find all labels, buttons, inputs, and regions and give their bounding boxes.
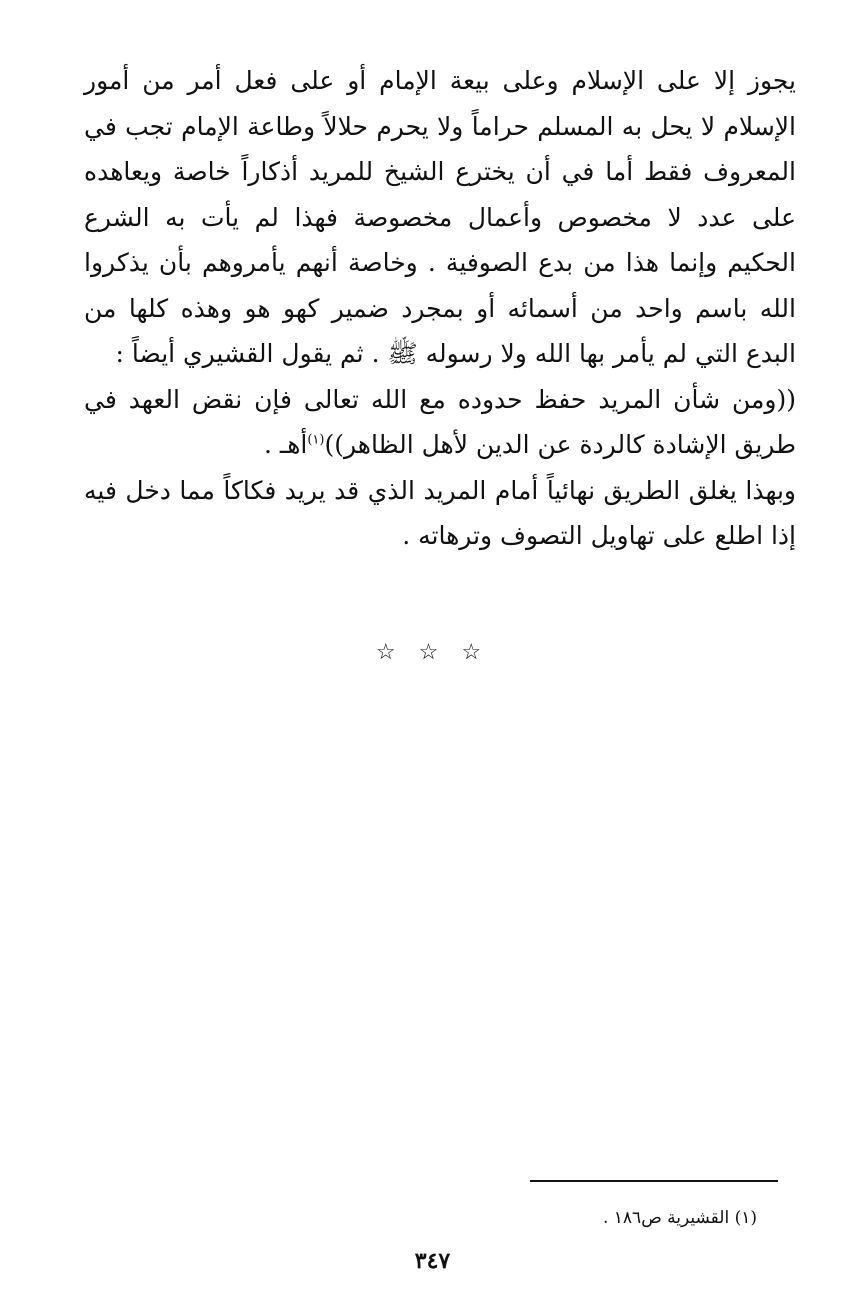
paragraph-1: يجوز إلا على الإسلام وعلى بيعة الإمام أو على فعل أمر من أمور الإسلام لا يحل به المسلم حراماً ولا يحرم حلالاً وطاعة الإمام تجب في المعروف فقط أما في أن يخترع الشيخ للمريد أذكاراً خاصة ويعاهده على عدد لا مخصوص وأعمال مخصوصة فهذا لم يأت به الشرع الحكيم وإنما هذا من بدع الصوفية . وخاصة أنهم يأمروهم بأن يذكروا الله باسم واحد من أسمائه أو بمجرد ضمير كهو هو وهذه كلها من البدع التي لم يأمر بها الله ولا رسوله ﷺ . ثم يقول القشيري أيضاً : bbox=[84, 66, 796, 368]
quote-text: ((ومن شأن المريد حفظ حدوده مع الله تعالى فإن نقض العهد في طريق الإشادة كالردة عن الدين لأهل الظاهر)) bbox=[84, 384, 796, 459]
closing-paragraph: وبهذا يغلق الطريق نهائياً أمام المريد الذي قد يريد فكاكاً مما دخل فيه إذا اطلع على تهاويل التصوف وترهاته . bbox=[84, 475, 796, 550]
quote-paragraph bbox=[84, 377, 796, 468]
footnote-divider bbox=[530, 1180, 778, 1182]
section-separator-stars: ☆ ☆ ☆ bbox=[375, 640, 490, 665]
footnote: (١) القشيرية ص١٨٦ . bbox=[602, 1208, 757, 1228]
quote-ending: أهـ . bbox=[263, 430, 308, 459]
footnote-marker: (١) bbox=[307, 432, 325, 448]
main-text bbox=[84, 58, 796, 559]
page-number: ٣٤٧ bbox=[414, 1248, 451, 1274]
